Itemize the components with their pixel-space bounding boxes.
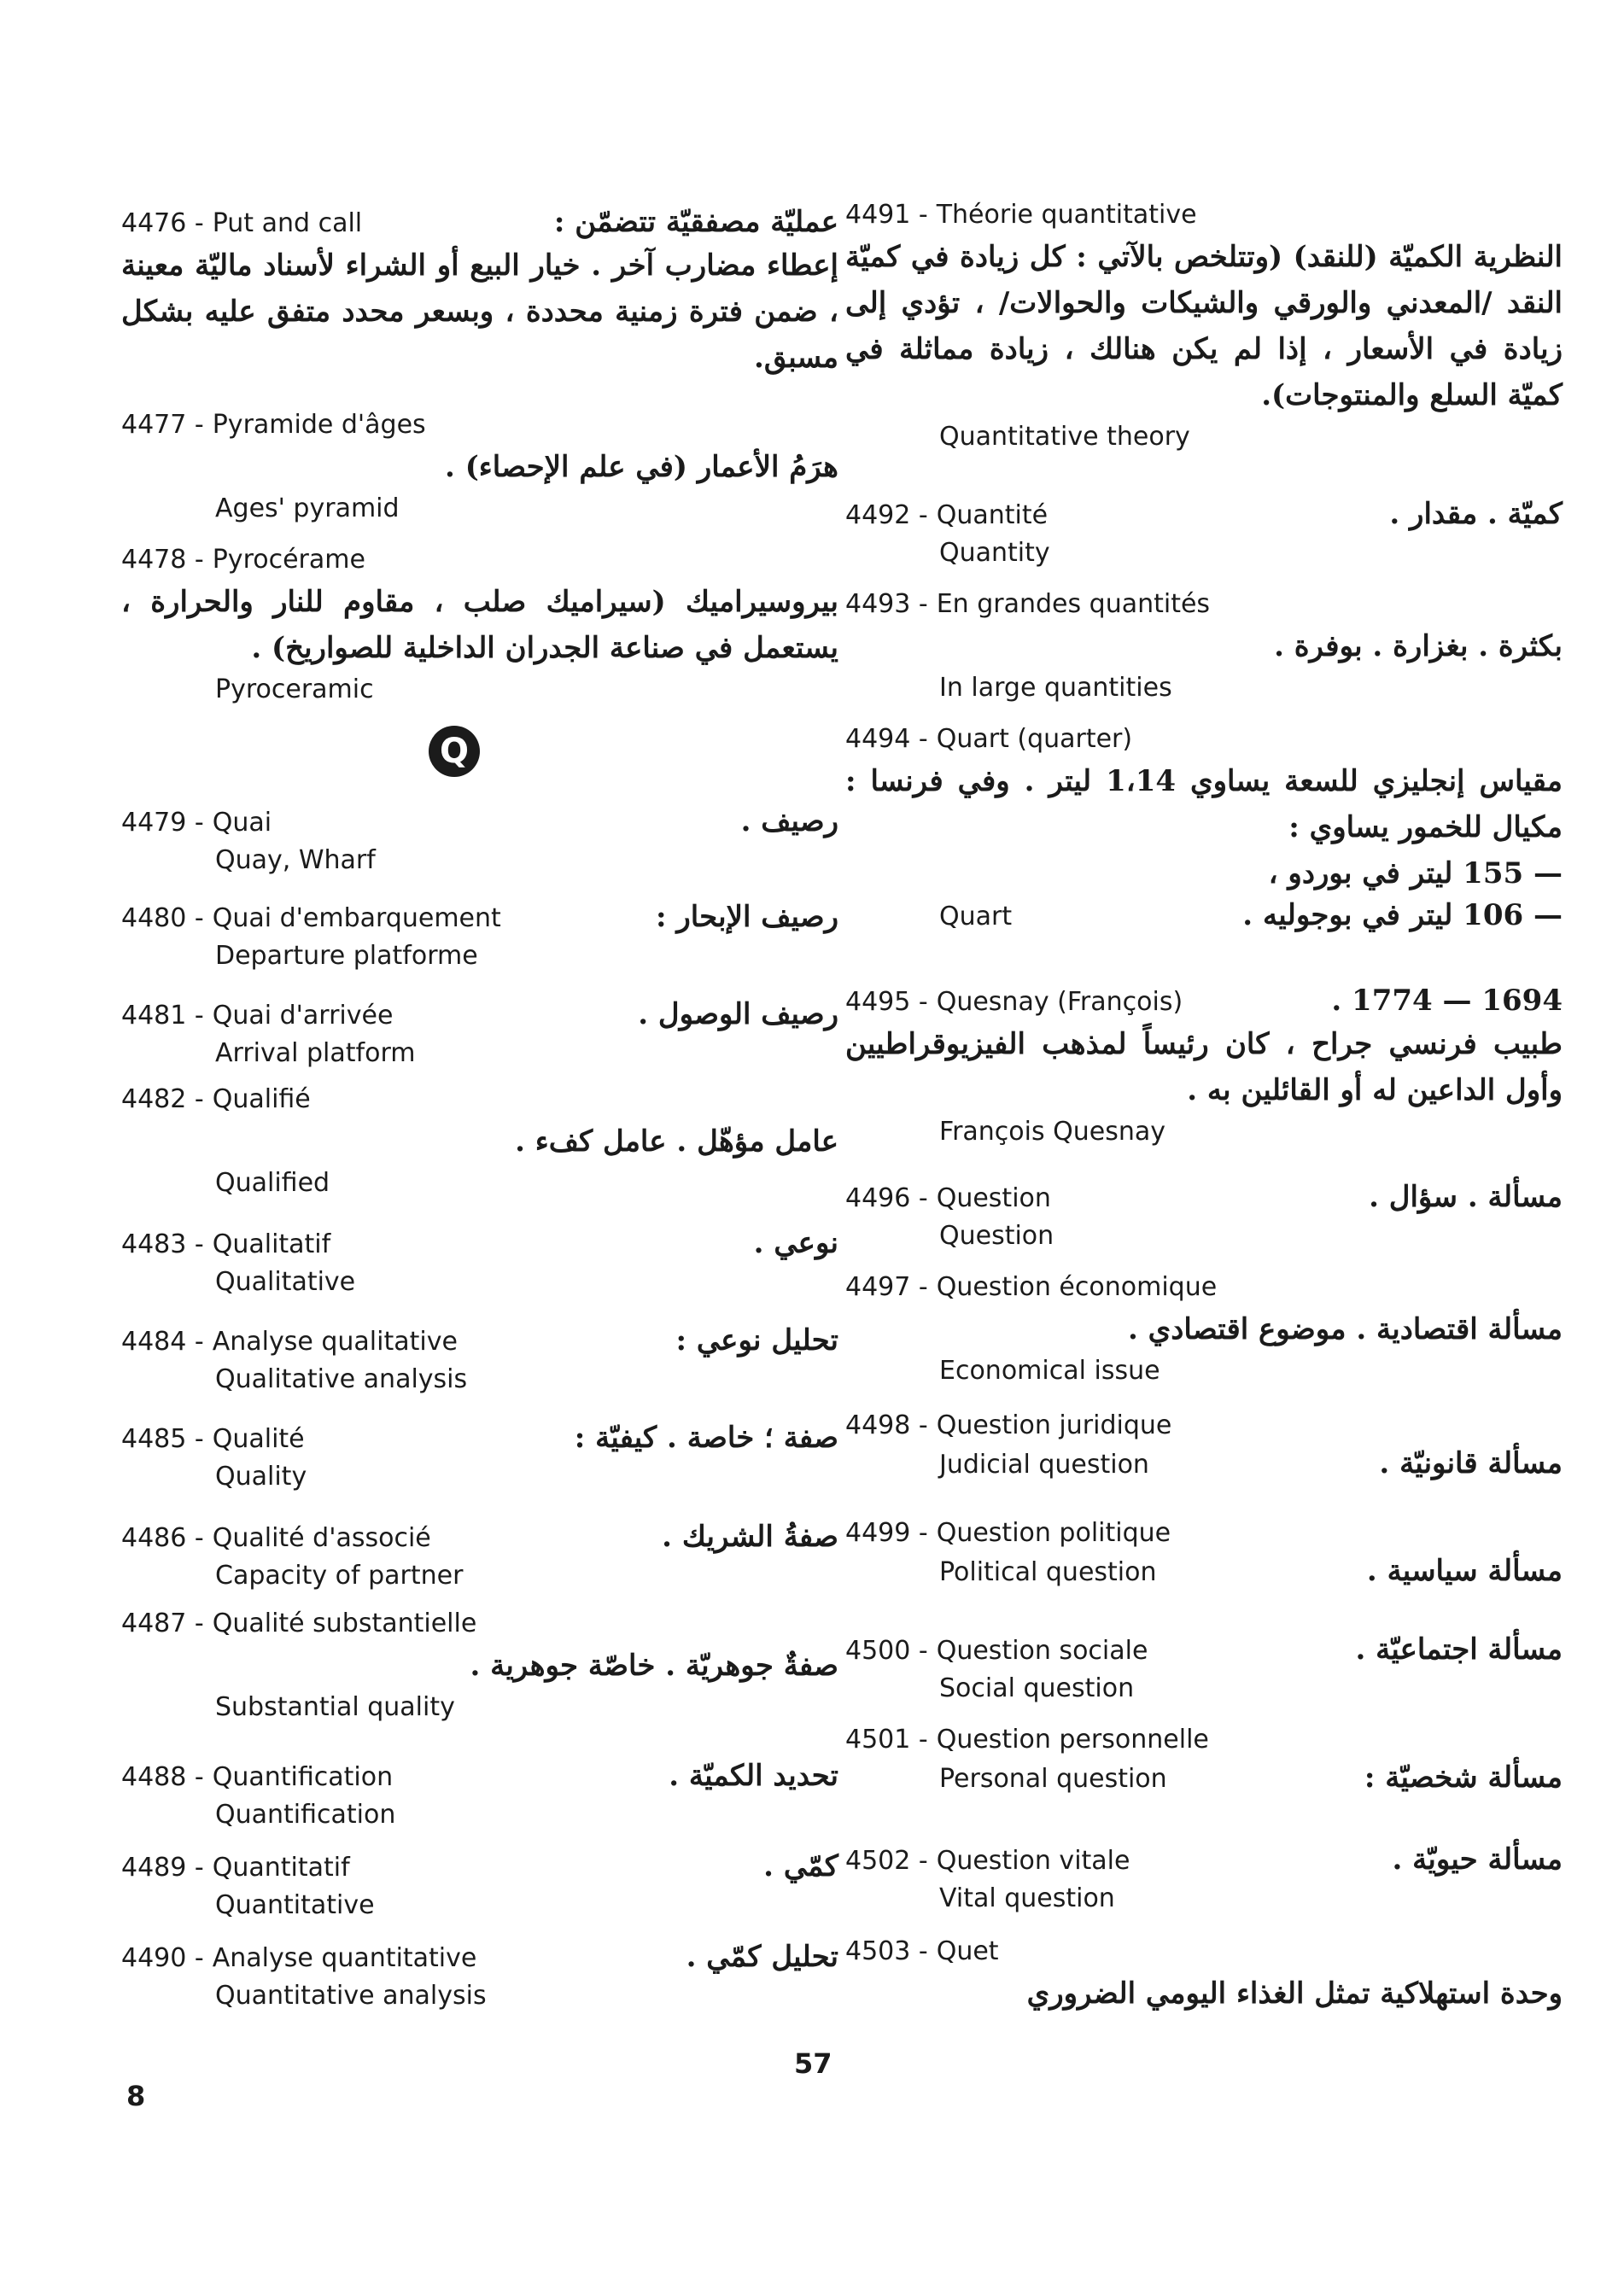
french-term: Théorie quantitative (936, 200, 1197, 230)
french-term: Quantification (212, 1762, 394, 1792)
arabic-definition: عمليّة مصفقيّة تتضمّن : (553, 205, 838, 239)
entry-number: 4490 - (121, 1943, 204, 1973)
entry-4483 (121, 1224, 838, 1301)
entry-4486 (121, 1518, 838, 1595)
entry-number: 4484 - (121, 1327, 204, 1357)
page-number: 57 (794, 2047, 832, 2080)
entry-4502 (845, 1841, 1563, 1918)
french-term: Question vitale (936, 1846, 1130, 1876)
english-term: Quantity (939, 538, 1050, 568)
entry-4480 (121, 898, 838, 975)
english-term: Pyroceramic (215, 674, 374, 704)
entry-number: 4476 - (121, 208, 204, 238)
arabic-definition: تحديد الكميّة . (669, 1759, 838, 1793)
entry-4484 (121, 1322, 838, 1398)
french-term: Qualifié (212, 1084, 311, 1114)
arabic-definition: كميّة . مقدار . (1389, 497, 1563, 531)
entry-4489 (121, 1848, 838, 1924)
entry-4481 (121, 996, 838, 1072)
english-term: Quantitative (215, 1890, 375, 1920)
arabic-definition-line: — 155 ليتر في بوردو ، (1268, 856, 1563, 890)
entry-4495 (845, 982, 1563, 1151)
entry-4496 (845, 1178, 1563, 1255)
arabic-definition: تحليل كمّي . (686, 1940, 838, 1974)
french-term: Quet (936, 1936, 999, 1966)
english-term: Question (939, 1221, 1054, 1251)
arabic-definition-body: صفةٌ جوهريّة . خاصّة جوهرية . (470, 1649, 838, 1683)
french-term: Analyse qualitative (212, 1327, 458, 1357)
entry-4487 (121, 1605, 838, 1726)
entry-number: 4494 - (845, 724, 928, 754)
arabic-definition: مسألة حيويّة . (1392, 1842, 1563, 1877)
left-column (121, 0, 838, 2283)
arabic-definition-body: هرَمُ الأعمار (في علم الإحصاء) . (445, 450, 838, 484)
arabic-definition-body: مقياس إنجليزي للسعة يساوي 1،14 ليتر . وفي فرنسا : مكيال للخمور يساوي : (845, 764, 1563, 844)
arabic-definition: مسألة قانونيّة . (1379, 1446, 1563, 1480)
french-term: Quantitatif (212, 1853, 350, 1883)
entry-4491 (845, 196, 1563, 456)
entry-number: 4481 - (121, 1001, 204, 1031)
arabic-definition-body: وحدة استهلاكية تمثل الغذاء اليومي الضروري (1026, 1976, 1563, 2011)
french-term: Pyramide d'âges (212, 410, 426, 440)
english-term: Social question (939, 1673, 1135, 1703)
entry-number: 4491 - (845, 200, 928, 230)
entry-number: 4496 - (845, 1183, 928, 1213)
french-term: Question sociale (936, 1636, 1148, 1666)
arabic-definition-line: — 106 ليتر في بوجوليه . (1242, 898, 1563, 932)
french-term: Quart (quarter) (936, 724, 1133, 754)
entry-number: 4486 - (121, 1523, 204, 1553)
english-term: Political question (939, 1557, 1157, 1587)
entry-number: 4480 - (121, 903, 204, 933)
arabic-definition: رصيف الوصول . (638, 997, 838, 1031)
english-term: Economical issue (939, 1356, 1160, 1386)
english-term: Departure platforme (215, 941, 478, 971)
entry-4500 (845, 1631, 1563, 1708)
entry-number: 4488 - (121, 1762, 204, 1792)
entry-number: 4495 - (845, 987, 928, 1017)
french-term: Qualité d'associé (212, 1523, 431, 1553)
entry-4477 (121, 406, 838, 528)
entry-4497 (845, 1269, 1563, 1390)
english-term: François Quesnay (939, 1117, 1166, 1147)
french-term: Analyse quantitative (212, 1943, 477, 1973)
entry-number: 4489 - (121, 1853, 204, 1883)
arabic-definition: مسألة . سؤال . (1369, 1180, 1563, 1214)
french-term: Quai d'embarquement (212, 903, 501, 933)
arabic-definition-body: عامل مؤهّل . عامل كفء . (515, 1124, 838, 1159)
entry-4493 (845, 586, 1563, 707)
english-term: Quay, Wharf (215, 845, 376, 875)
arabic-definition: تحليل نوعي : (675, 1323, 838, 1358)
arabic-definition: مسألة اجتماعيّة . (1355, 1632, 1563, 1667)
arabic-definition: صفة ؛ خاصة . كيفيّة : (574, 1421, 838, 1455)
entry-4490 (121, 1938, 838, 2015)
french-term: Quesnay (François) (936, 987, 1183, 1017)
english-term: Capacity of partner (215, 1561, 464, 1591)
footer-number: 8 (126, 2080, 146, 2112)
entry-number: 4497 - (845, 1272, 928, 1302)
arabic-definition: كمّي . (763, 1849, 838, 1883)
arabic-definition: رصيف الإبحار : (656, 900, 838, 934)
entry-4476 (121, 203, 838, 381)
french-term: Question personnelle (936, 1725, 1209, 1755)
arabic-definition-body: مسألة اقتصادية . موضوع اقتصادي . (1127, 1312, 1563, 1346)
arabic-definition: صفةُ الشريك . (662, 1520, 838, 1554)
entry-number: 4477 - (121, 410, 204, 440)
entry-4479 (121, 803, 838, 879)
english-term: Substantial quality (215, 1692, 455, 1722)
entry-number: 4499 - (845, 1518, 928, 1548)
entry-number: 4501 - (845, 1725, 928, 1755)
entry-4501 (845, 1721, 1563, 1798)
arabic-definition: مسألة سياسية . (1366, 1554, 1563, 1588)
french-term: Qualité substantielle (212, 1609, 477, 1638)
entry-number: 4482 - (121, 1084, 204, 1114)
french-term: Quai d'arrivée (212, 1001, 394, 1031)
english-term: Qualified (215, 1168, 330, 1198)
english-term: Vital question (939, 1883, 1115, 1913)
french-term: Question juridique (936, 1410, 1172, 1440)
entry-number: 4493 - (845, 589, 928, 619)
english-term: Personal question (939, 1764, 1167, 1794)
english-term: In large quantities (939, 673, 1172, 703)
arabic-definition-body: إعطاء مضارب آخر . خيار البيع أو الشراء لأسناد ماليّة معينة ، ضمن فترة زمنية محددة ، وبسعر محدد متفق عليه بشكل مسبق. (121, 248, 838, 375)
french-term: Qualité (212, 1424, 305, 1454)
entry-4485 (121, 1419, 838, 1496)
entry-4499 (845, 1515, 1563, 1591)
entry-4478 (121, 541, 838, 709)
arabic-dates: 1694 — 1774 . (1331, 984, 1563, 1018)
entry-number: 4498 - (845, 1410, 928, 1440)
entry-number: 4500 - (845, 1636, 928, 1666)
english-term: Arrival platform (215, 1038, 416, 1068)
section-letter-badge: Q (429, 726, 480, 777)
arabic-definition: مسألة شخصيّة : (1364, 1760, 1563, 1795)
entry-4488 (121, 1757, 838, 1834)
entry-number: 4487 - (121, 1609, 204, 1638)
arabic-definition-body: بكثرة . بغزارة . بوفرة . (1274, 629, 1563, 663)
entry-number: 4483 - (121, 1229, 204, 1259)
english-term: Quantitative theory (939, 422, 1190, 452)
french-term: Quai (212, 808, 272, 838)
english-term: Quart (939, 902, 1013, 931)
entry-number: 4502 - (845, 1846, 928, 1876)
entry-4482 (121, 1081, 838, 1202)
english-term: Quality (215, 1462, 307, 1492)
french-term: Question (936, 1183, 1051, 1213)
english-term: Ages' pyramid (215, 493, 400, 523)
arabic-definition-body: طبيب فرنسي جراح ، كان رئيساً لمذهب الفيزيوقراطيين وأول الداعين له أو القائلين به . (845, 1027, 1563, 1107)
english-term: Quantification (215, 1800, 396, 1830)
english-term: Qualitative analysis (215, 1364, 468, 1394)
arabic-definition: نوعي . (753, 1226, 838, 1260)
entry-number: 4478 - (121, 545, 204, 575)
english-term: Judicial question (939, 1450, 1149, 1480)
english-term: Qualitative (215, 1267, 356, 1297)
french-term: Question politique (936, 1518, 1171, 1548)
entry-number: 4479 - (121, 808, 204, 838)
entry-number: 4492 - (845, 500, 928, 530)
entry-4498 (845, 1407, 1563, 1484)
entry-4492 (845, 495, 1563, 572)
english-term: Quantitative analysis (215, 1981, 487, 2011)
french-term: Question économique (936, 1272, 1218, 1302)
arabic-definition: رصيف . (740, 804, 838, 838)
right-column (845, 0, 1563, 2283)
entry-4494 (845, 721, 1563, 936)
entry-4503 (845, 1933, 1563, 2017)
entry-number: 4503 - (845, 1936, 928, 1966)
french-term: Quantité (936, 500, 1049, 530)
french-term: Pyrocérame (212, 545, 365, 575)
arabic-definition-body: بيروسيراميك (سيراميك صلب ، مقاوم للنار والحرارة ، يستعمل في صناعة الجدران الداخلية للصواريخ) . (121, 585, 838, 665)
french-term: En grandes quantités (936, 589, 1211, 619)
french-term: Qualitatif (212, 1229, 331, 1259)
arabic-definition-body: النظرية الكميّة (للنقد) (وتتلخص بالآتي : كل زيادة في كميّة النقد /المعدني والورقي والشيكات والحوالات/ ، تؤدي إلى زيادة في الأسعار ، إذا لم يكن هنالك ، زيادة مماثلة في كميّة السلع والمنتوجات). (845, 240, 1563, 412)
french-term: Put and call (212, 208, 363, 238)
entry-number: 4485 - (121, 1424, 204, 1454)
